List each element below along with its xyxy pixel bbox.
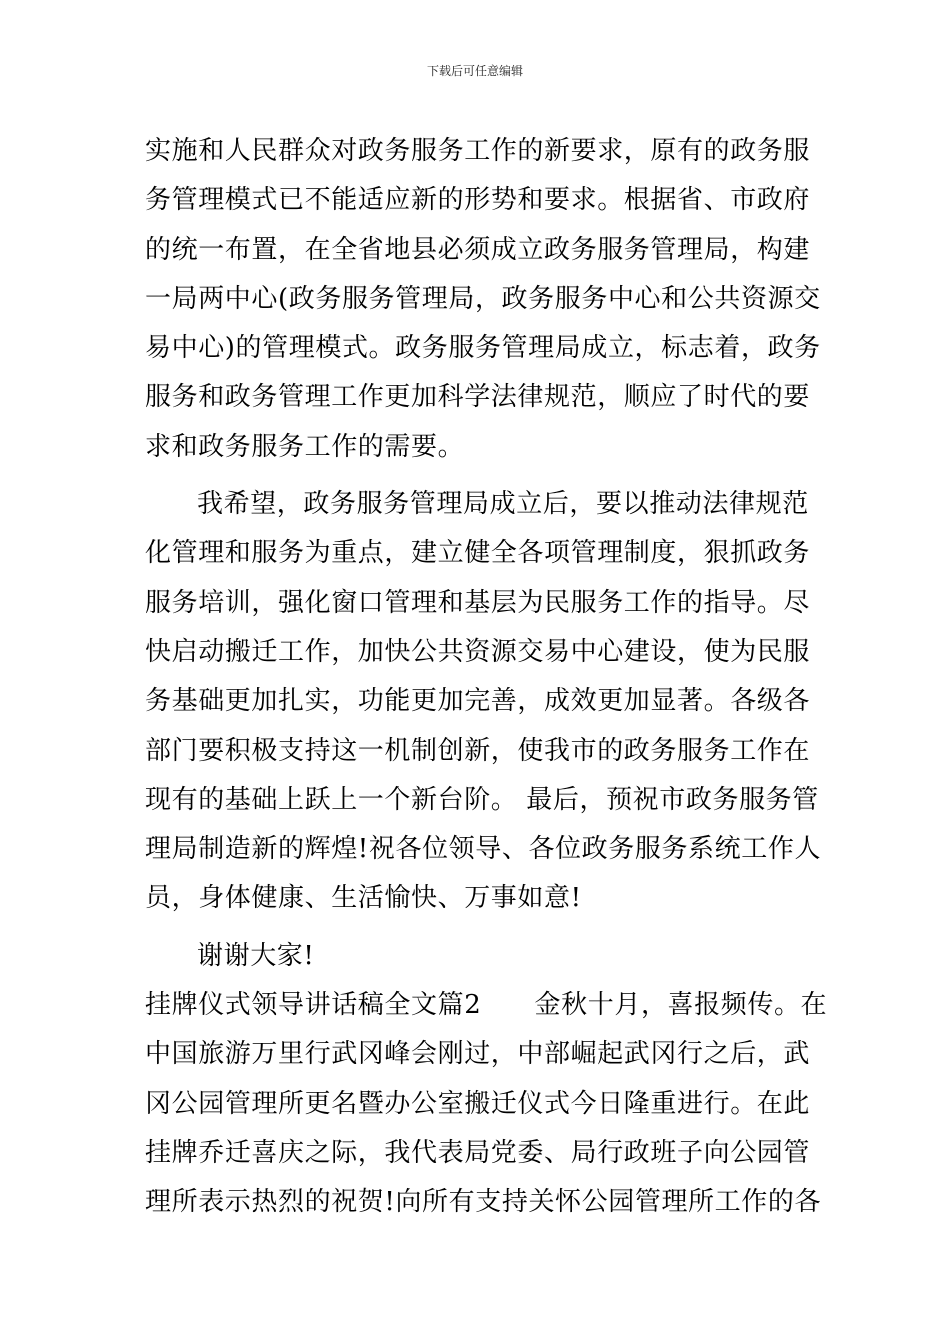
paragraph-4 [145, 987, 828, 1233]
text-line: 务基础更加扎实，功能更加完善，成效更加显著。各级各 [145, 686, 811, 717]
text-line: 挂牌仪式领导讲话稿全文篇2 金秋十月，喜报频传。在 [145, 990, 828, 1021]
document-body [145, 133, 828, 1234]
text-line: 挂牌乔迁喜庆之际，我代表局党委、局行政班子向公园管 [145, 1137, 811, 1168]
page-header-note: 下载后可任意编辑 [426, 64, 523, 78]
text-line: 谢谢大家! [197, 940, 315, 971]
paragraph-1 [145, 133, 821, 478]
text-line: 服务和政务管理工作更加科学法律规范，顺应了时代的要 [145, 382, 811, 413]
text-line: 冈公园管理所更名暨办公室搬迁仪式今日隆重进行。在此 [145, 1088, 811, 1119]
paragraph-2 [145, 486, 822, 930]
text-line: 实施和人民群众对政务服务工作的新要求，原有的政务服 [145, 136, 811, 166]
text-line: 理局制造新的辉煌!祝各位领导、各位政务服务系统工作人 [145, 834, 822, 865]
text-line: 服务培训，强化窗口管理和基层为民服务工作的指导。尽 [145, 587, 811, 618]
text-line: 中国旅游万里行武冈峰会刚过，中部崛起武冈行之后，武 [145, 1039, 811, 1070]
text-line: 易中心)的管理模式。政务服务管理局成立，标志着，政务 [145, 333, 821, 364]
text-line: 一局两中心(政务服务管理局，政务服务中心和公共资源交 [145, 283, 821, 314]
text-line: 化管理和服务为重点，建立健全各项管理制度，狠抓政务 [145, 538, 811, 569]
text-line: 的统一布置，在全省地县必须成立政务服务管理局，构建 [145, 234, 811, 265]
paragraph-3 [145, 938, 810, 987]
text-line: 部门要积极支持这一机制创新，使我市的政务服务工作在 [145, 735, 811, 766]
text-line: 务管理模式已不能适应新的形势和要求。根据省、市政府 [145, 185, 811, 216]
text-line: 快启动搬迁工作，加快公共资源交易中心建设，使为民服 [145, 636, 811, 667]
text-line: 理所表示热烈的祝贺!向所有支持关怀公园管理所工作的各 [145, 1187, 822, 1218]
text-line: 现有的基础上跃上一个新台阶。 最后，预祝市政务服务管 [145, 784, 819, 815]
text-line: 我希望，政务服务管理局成立后，要以推动法律规范 [197, 489, 809, 520]
text-line: 求和政务服务工作的需要。 [145, 431, 465, 462]
text-line: 员，身体健康、生活愉快、万事如意! [145, 883, 582, 914]
